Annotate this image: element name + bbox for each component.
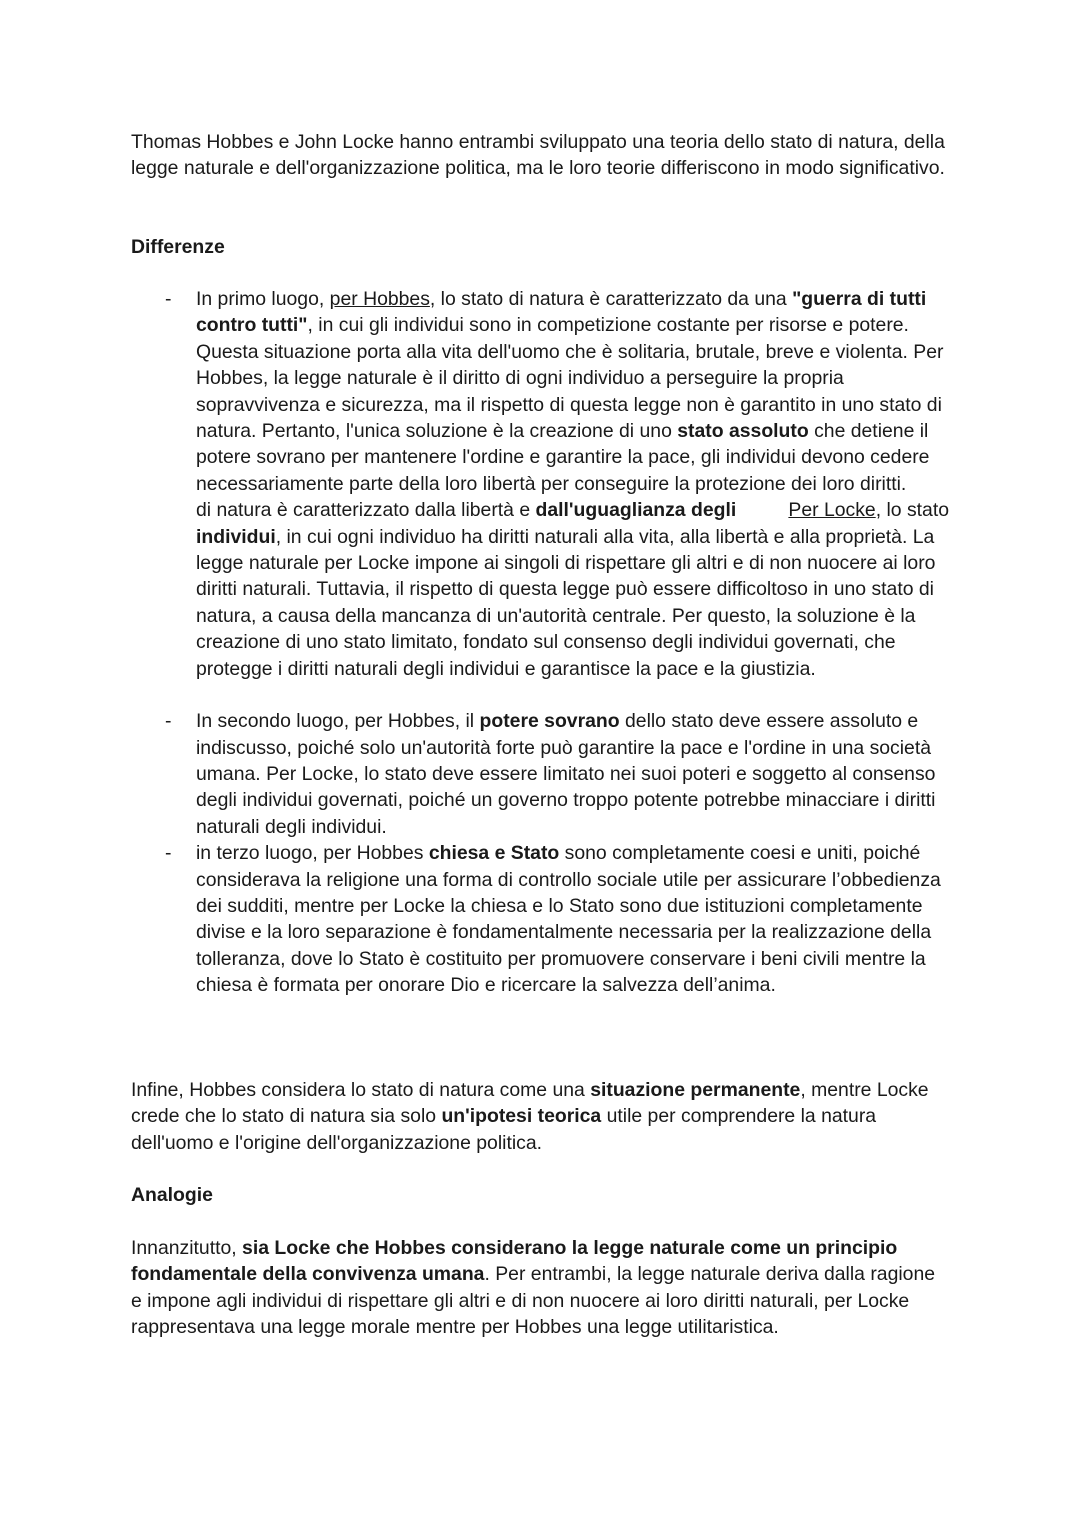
- intro-paragraph: Thomas Hobbes e John Locke hanno entrambi sviluppato una teoria dello stato di natura, della legge naturale e dell'organizzazione politica, ma le loro teorie differiscono in modo significativo.: [131, 131, 945, 180]
- item1-locke-text: di natura è caratterizzato dalla libertà e dall'uguaglianza degli individui, in cui ogni individuo ha diritti naturali alla vita, alla libertà e alla proprietà. La legge naturale per Locke impone ai singoli di rispettare gli altri e di non nuocere ai loro diritti naturali. Tuttavia, il rispetto di questa legge può essere difficoltoso in uno stato di natura, a causa della mancanza di un'autorità centrale. Per questo, la soluzione è la creazione di uno stato limitato, fondato sul consenso degli individui governati, che protegge i diritti naturali degli individui e garantisce la pace e la giustizia.: [196, 499, 936, 680]
- conclusion-paragraph: Infine, Hobbes considera lo stato di natura come una situazione permanente, mentre Locke crede che lo stato di natura sia solo un'ipotesi teorica utile per comprendere la natura dell'uomo e l'origine dell'organizzazione politica.: [131, 1079, 929, 1154]
- locke-inline-start: Per Locke, lo stato: [788, 499, 949, 522]
- list-item: [131, 840, 949, 998]
- differences-list: [131, 286, 949, 999]
- item2-text: In secondo luogo, per Hobbes, il potere sovrano dello stato deve essere assoluto e indiscusso, poiché solo un'autorità forte può garantire la pace e l'ordine in una società umana. Per Locke, lo stato deve essere limitato nei suoi poteri e soggetto al consenso degli individui governati, poiché un governo troppo potente potrebbe minacciare i diritti naturali degli individui.: [196, 710, 936, 838]
- item1-text: In primo luogo, per Hobbes, lo stato di natura è caratterizzato da una "guerra di tutti contro tutti", in cui gli individui sono in competizione costante per risorse e potere. Questa situazione porta alla vita dell'uomo che è solitaria, brutale, breve e violenta. Per Hobbes, la legge naturale è il diritto di ogni individuo a perseguire la propria sopravvivenza e sicurezza, ma il rispetto di questa legge non è garantito in uno stato di natura. Pertanto, l'unica soluzione è la creazione di uno stato assoluto che detiene il potere sovrano per mantenere l'ordine e garantire la pace, gli individui devono cedere necessariamente parte della loro libertà per conseguire la protezione dei loro diritti. Per Locke, lo stato: [196, 288, 943, 495]
- analogie-paragraph: Innanzitutto, sia Locke che Hobbes considerano la legge naturale come un principio fondamentale della convivenza umana. Per entrambi, la legge naturale deriva dalla ragione e impone agli individui di rispettare gli altri e di non nuocere ai loro diritti naturali, per Locke rappresentava una legge morale mentre per Hobbes una legge utilitaristica.: [131, 1237, 936, 1339]
- list-item: [131, 708, 949, 840]
- list-item: [131, 286, 949, 682]
- item3-text: in terzo luogo, per Hobbes chiesa e Stato sono completamente coesi e uniti, poiché considerava la religione una forma di controllo sociale utile per assicurare l’obbedienza dei sudditi, mentre per Locke la chiesa e lo Stato sono due istituzioni completamente divise e la loro separazione è fondamentalmente necessaria per la realizzazione della tolleranza, dove lo Stato è costituito per promuovere conservare i beni civili mentre la chiesa è formata per onorare Dio e ricercare la salvezza dell’anima.: [196, 842, 941, 997]
- analogie-heading: Analogie: [131, 1184, 213, 1206]
- differenze-heading: Differenze: [131, 236, 225, 258]
- list-dash: -: [165, 710, 172, 733]
- list-dash: -: [165, 842, 172, 865]
- list-dash: -: [165, 288, 172, 310]
